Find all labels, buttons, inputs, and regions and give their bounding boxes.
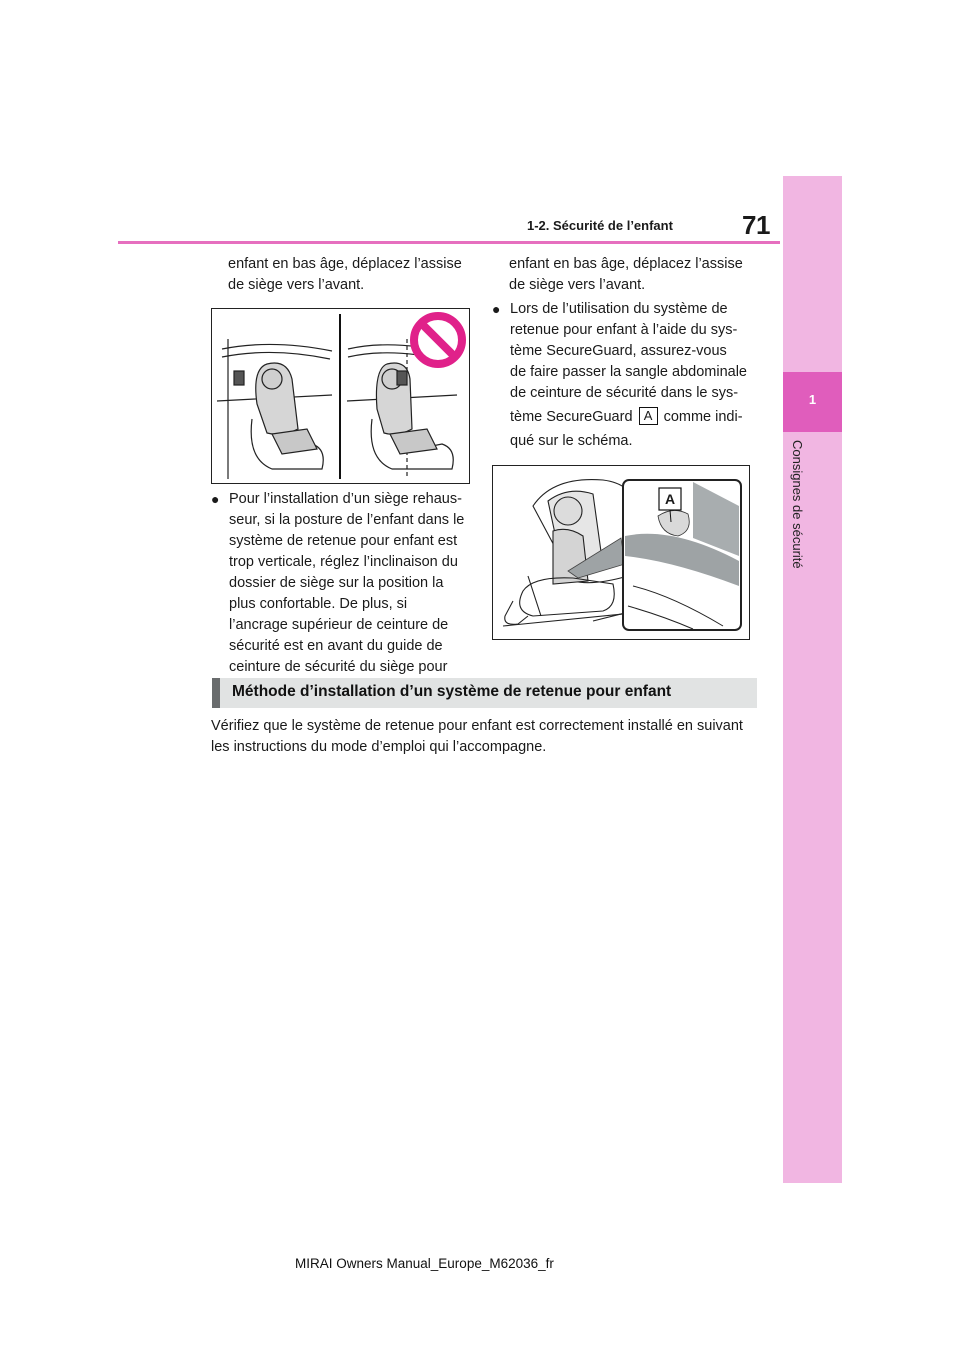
bullet-line: système de retenue pour enfant est — [229, 533, 458, 549]
bullet-line: retenue pour enfant à l’aide du sys- — [510, 322, 738, 338]
bullet-item — [492, 299, 762, 452]
bullet-line: seur, si la posture de l’enfant dans le — [229, 512, 465, 528]
bullet-line: trop verticale, réglez l’inclinaison du — [229, 554, 458, 570]
bullet-line: Pour l’installation d’un siège rehaus- — [229, 491, 462, 507]
secureguard-figure — [492, 465, 750, 640]
secureguard-illustration — [493, 466, 749, 639]
right-intro-line: enfant en bas âge, déplacez l’assise — [509, 256, 743, 272]
section-body — [211, 716, 771, 758]
chapter-number: 1 — [808, 392, 817, 407]
bullet-text: tème SecureGuard — [510, 409, 633, 425]
figure-ref-label: A — [664, 491, 676, 507]
bullet-line: de faire passer la sangle abdominale — [510, 364, 747, 380]
header-rule — [118, 241, 780, 244]
left-intro-line: de siège vers l’avant. — [228, 277, 365, 293]
bullet-item — [211, 489, 473, 678]
bullet-line: plus confortable. De plus, si — [229, 596, 408, 612]
bullet-line: qué sur le schéma. — [510, 433, 633, 449]
chapter-title: Consignes de sécurité — [790, 440, 805, 569]
seat-recline-figure — [211, 308, 470, 484]
bullet-line: de ceinture de sécurité dans le sys- — [510, 385, 739, 401]
bullet-line: dossier de siège sur la position la — [229, 575, 444, 591]
section-heading-box — [212, 678, 757, 708]
zoom-inset — [623, 480, 741, 630]
bullet-line: tème SecureGuard, assurez-vous — [510, 343, 727, 359]
right-intro — [509, 254, 759, 296]
bullet-line: ceinture de sécurité du siège pour — [229, 659, 448, 675]
bullet-line: sécurité est en avant du guide de — [229, 638, 443, 654]
reclined-seat-drawing — [217, 339, 332, 479]
section-title: 1-2. Sécurité de l’enfant — [527, 218, 673, 233]
bullet-line-with-ref — [510, 407, 762, 428]
manual-footer-id: MIRAI Owners Manual_Europe_M62036_fr — [295, 1256, 554, 1271]
bullet-line: l’ancrage supérieur de ceinture de — [229, 617, 449, 633]
bullet-line: Lors de l’utilisation du système de — [510, 301, 728, 317]
page-number: 71 — [742, 210, 770, 240]
side-chapter-strip — [783, 176, 842, 1183]
section-body-line: les instructions du mode d’emploi qui l’accompagne. — [211, 739, 547, 755]
left-intro — [228, 254, 473, 296]
right-intro-line: de siège vers l’avant. — [509, 277, 646, 293]
section-body-line: Vérifiez que le système de retenue pour enfant est correctement installé en suivant — [211, 718, 743, 734]
seat-recline-illustration — [212, 309, 469, 483]
bullet-dot-icon: ● — [211, 491, 220, 507]
prohibition-icon — [414, 316, 462, 364]
left-intro-line: enfant en bas âge, déplacez l’assise — [228, 256, 462, 272]
right-bullet-paragraph — [492, 299, 762, 452]
left-bullet-paragraph — [211, 489, 473, 678]
ref-label-badge: A — [639, 407, 658, 425]
bullet-text: comme indi- — [663, 409, 743, 425]
bullet-dot-icon: ● — [492, 301, 501, 317]
section-heading: Méthode d’installation d’un système de retenue pour enfant — [232, 683, 672, 700]
